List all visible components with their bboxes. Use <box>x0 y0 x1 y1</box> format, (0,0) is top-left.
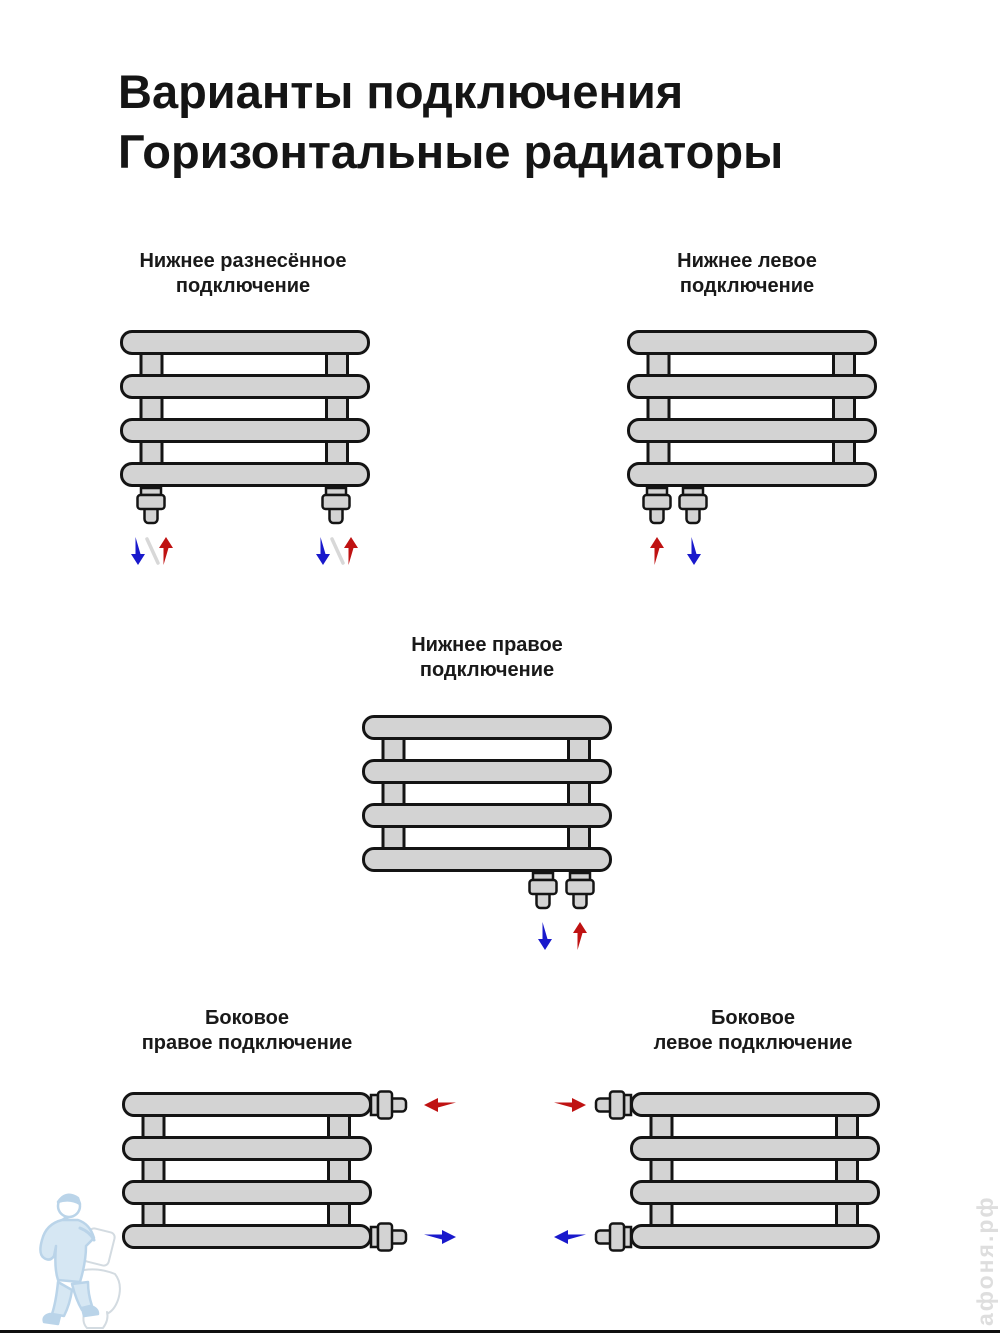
arrow-right-icon <box>554 1098 586 1112</box>
label-side-right <box>107 1006 387 1056</box>
valve-icon <box>680 488 707 523</box>
label-line: Боковое <box>205 1007 289 1029</box>
radiator-bottom-right <box>352 713 622 955</box>
arrow-up-icon <box>573 922 587 950</box>
valve-icon <box>596 1224 631 1251</box>
arrow-down-icon <box>687 537 701 565</box>
radiator-body <box>122 332 369 486</box>
title-line-2: Горизонтальные радиаторы <box>118 125 784 178</box>
radiator-side-left <box>510 1090 890 1254</box>
valve-icon <box>371 1224 406 1251</box>
label-side-left <box>613 1006 893 1056</box>
label-line: Нижнее разнесённое <box>139 250 347 272</box>
arrow-left-icon <box>424 1098 456 1112</box>
slash-divider-icon <box>332 539 343 563</box>
radiator-body <box>364 717 611 871</box>
arrow-down-icon <box>316 537 330 565</box>
label-line: подключение <box>679 275 815 297</box>
plumber-logo-watermark <box>6 1188 131 1333</box>
arrow-up-icon <box>344 537 358 565</box>
radiator-bottom-spread <box>110 328 380 570</box>
radiator-body <box>632 1094 879 1248</box>
arrow-up-icon <box>650 537 664 565</box>
valve-icon <box>371 1092 406 1119</box>
slash-divider-icon <box>147 539 158 563</box>
arrow-left-icon <box>554 1230 586 1244</box>
valve-icon <box>596 1092 631 1119</box>
radiator-body <box>124 1094 371 1248</box>
label-line: подключение <box>175 275 311 297</box>
valve-icon <box>530 873 557 908</box>
site-watermark-text: афоня.рф <box>972 1195 998 1326</box>
valve-icon <box>323 488 350 523</box>
valve-icon <box>567 873 594 908</box>
title-line-1: Варианты подключения <box>118 65 684 118</box>
label-bottom-left <box>607 249 887 299</box>
label-bottom-right <box>347 633 627 683</box>
label-line: Нижнее левое <box>677 250 817 272</box>
label-line: Нижнее правое <box>411 634 563 656</box>
radiator-body <box>629 332 876 486</box>
label-line: подключение <box>419 659 555 681</box>
arrow-down-icon <box>131 537 145 565</box>
arrow-down-icon <box>538 922 552 950</box>
valve-icon <box>138 488 165 523</box>
label-line: Боковое <box>711 1007 795 1029</box>
arrow-right-icon <box>424 1230 456 1244</box>
radiator-bottom-left <box>617 328 887 570</box>
arrow-up-icon <box>159 537 173 565</box>
site-watermark <box>969 1178 999 1328</box>
page-title <box>118 62 783 182</box>
label-bottom-spread <box>103 249 383 299</box>
label-line: левое подключение <box>653 1032 853 1054</box>
label-line: правое подключение <box>141 1032 353 1054</box>
radiator-side-right <box>112 1090 477 1254</box>
valve-icon <box>644 488 671 523</box>
